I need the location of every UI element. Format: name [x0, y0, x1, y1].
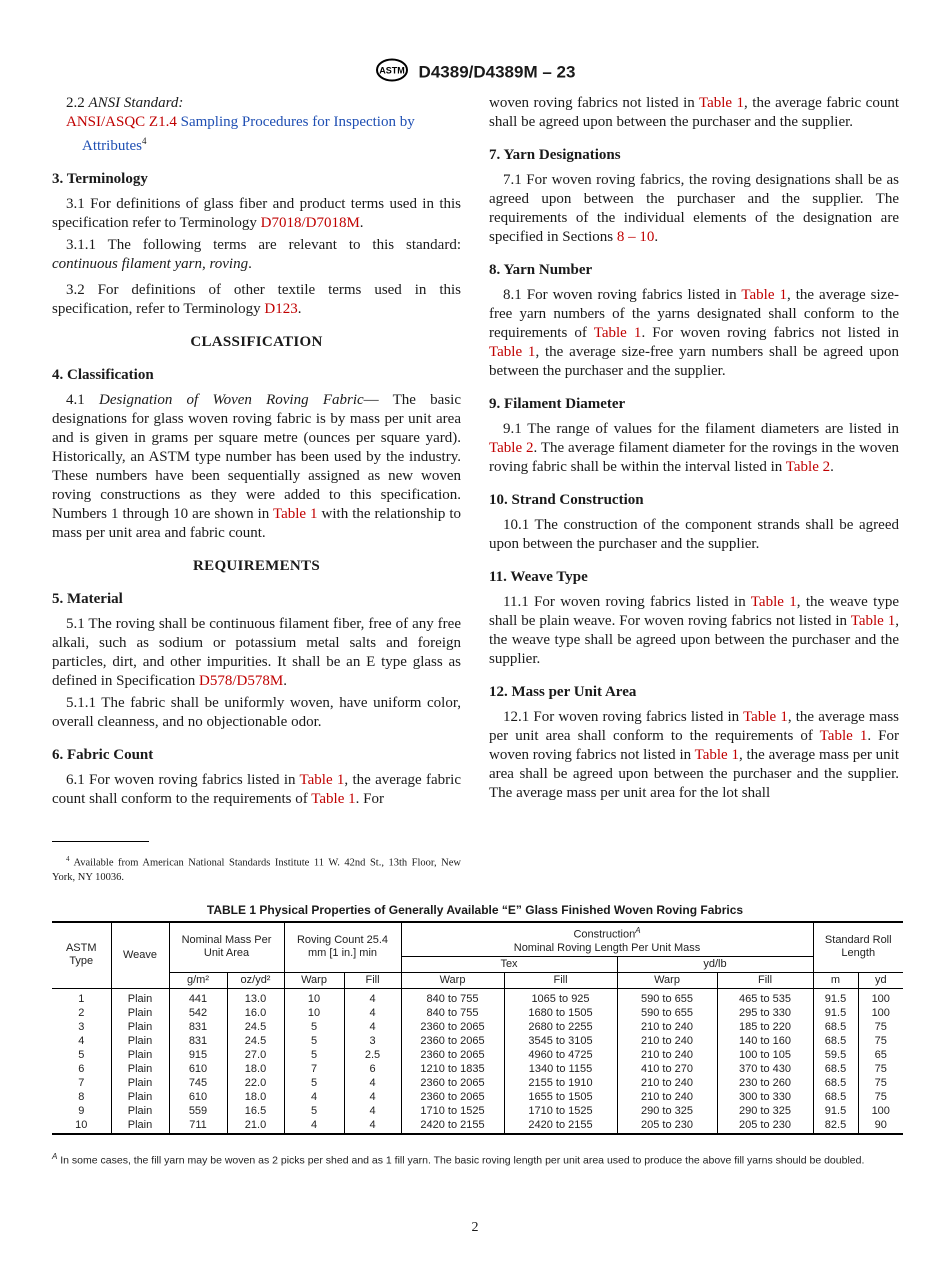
table-cell: 610: [169, 1062, 227, 1076]
table-cell: 5: [284, 1076, 344, 1090]
table-cell: 210 to 240: [617, 1090, 717, 1104]
table-cell: 68.5: [813, 1062, 858, 1076]
th-gm2: g/m²: [169, 972, 227, 988]
table-row: [52, 1104, 903, 1118]
table-cell: Plain: [111, 1006, 169, 1020]
table-cell: 2155 to 1910: [504, 1076, 617, 1090]
table-cell: 210 to 240: [617, 1034, 717, 1048]
table-cell: 140 to 160: [717, 1034, 813, 1048]
page-header: [0, 58, 950, 87]
table-row: [52, 1118, 903, 1134]
link-table-1[interactable]: Table 1: [489, 344, 536, 360]
classification-heading: CLASSIFICATION: [190, 334, 323, 350]
table-cell: 2360 to 2065: [401, 1076, 504, 1090]
table-cell: 300 to 330: [717, 1090, 813, 1104]
table-cell: 2: [52, 1006, 111, 1020]
table-cell: 22.0: [227, 1076, 284, 1090]
footnote-ref-4: 4: [142, 136, 147, 146]
table-cell: 290 to 325: [717, 1104, 813, 1118]
table-cell: 1655 to 1505: [504, 1090, 617, 1104]
table-cell: 10: [284, 1006, 344, 1020]
table-cell: 16.5: [227, 1104, 284, 1118]
link-d7018[interactable]: D7018/D7018M: [260, 215, 360, 231]
table-cell: 1210 to 1835: [401, 1062, 504, 1076]
table-cell: 10: [284, 988, 344, 1006]
para-3-2: 3.2 For definitions of other textile terms used in this specification, refer to Terminology D123.: [52, 282, 461, 317]
table-1-title: TABLE 1 Physical Properties of Generally Available “E” Glass Finished Woven Roving Fabrics: [206, 903, 744, 917]
link-table-1[interactable]: Table 1: [750, 594, 797, 610]
page-number: 2: [471, 1220, 479, 1235]
section-11-heading: 11. Weave Type: [489, 569, 588, 585]
link-table-1[interactable]: Table 1: [698, 95, 745, 111]
table-cell: 100 to 105: [717, 1048, 813, 1062]
table-cell: 91.5: [813, 1006, 858, 1020]
table-cell: 5: [284, 1034, 344, 1048]
para-5-1: 5.1 The roving shall be continuous filament fiber, free of any free alkali, such as sodium or potassium metal salts and foreign particles, dirt, and other impurities. It shall be an E type glass as defined in Specification D578/D578M.: [52, 616, 461, 689]
th-tex-fill: Fill: [504, 972, 617, 988]
table-cell: 2680 to 2255: [504, 1020, 617, 1034]
th-construction: Construction$^A$ Nominal Roving Length Per Unit Mass: [401, 922, 813, 956]
table-cell: 2360 to 2065: [401, 1034, 504, 1048]
table-1: [52, 921, 903, 1135]
requirements-heading: REQUIREMENTS: [193, 558, 320, 574]
table-cell: 7: [52, 1076, 111, 1090]
section-7-heading: 7. Yarn Designations: [489, 147, 621, 163]
table-cell: 4: [344, 1006, 401, 1020]
table-cell: 4: [52, 1034, 111, 1048]
table-cell: 100: [858, 1104, 903, 1118]
table-cell: 5: [284, 1048, 344, 1062]
left-column: [52, 94, 461, 809]
table-cell: 68.5: [813, 1076, 858, 1090]
table-cell: 210 to 240: [617, 1076, 717, 1090]
table-cell: 75: [858, 1062, 903, 1076]
para-9-1: 9.1 The range of values for the filament diameters are listed in Table 2. The average filament diameter for the rovings in the woven roving fabric shall be within the interval listed in Table 2.: [489, 421, 899, 475]
table-cell: 65: [858, 1048, 903, 1062]
th-tex-warp: Warp: [401, 972, 504, 988]
table-cell: 9: [52, 1104, 111, 1118]
section-4-heading: 4. Classification: [52, 367, 154, 383]
th-roving-count: Roving Count 25.4 mm [1 in.] min: [284, 922, 401, 972]
table-cell: 230 to 260: [717, 1076, 813, 1090]
table-cell: 1710 to 1525: [401, 1104, 504, 1118]
table-cell: 1065 to 925: [504, 988, 617, 1006]
table-cell: 5: [284, 1020, 344, 1034]
table-cell: 185 to 220: [717, 1020, 813, 1034]
table-cell: 5: [284, 1104, 344, 1118]
table-cell: 205 to 230: [617, 1118, 717, 1134]
table-cell: 1: [52, 988, 111, 1006]
table-cell: 1710 to 1525: [504, 1104, 617, 1118]
table-cell: 4: [284, 1118, 344, 1134]
table-cell: 465 to 535: [717, 988, 813, 1006]
link-table-1[interactable]: Table 1: [299, 772, 345, 788]
table-cell: 8: [52, 1090, 111, 1104]
table-cell: 16.0: [227, 1006, 284, 1020]
table-cell: 831: [169, 1034, 227, 1048]
table-cell: Plain: [111, 1104, 169, 1118]
table-cell: 21.0: [227, 1118, 284, 1134]
link-table-1[interactable]: Table 1: [593, 325, 642, 341]
section-12-heading: 12. Mass per Unit Area: [489, 684, 637, 700]
table-row: [52, 1076, 903, 1090]
section-2-2-title: 2.2 ANSI Standard:: [66, 95, 184, 111]
th-ozyd2: oz/yd²: [227, 972, 284, 988]
link-table-1[interactable]: Table 1: [850, 613, 896, 629]
table-1-footnote: $^A$ In some cases, the fill yarn may be woven as 2 picks per shed and as 1 fill yarn. The basic roving length per unit area used to produce the above fill yarns should be doubled.: [52, 1152, 865, 1167]
table-cell: 840 to 755: [401, 1006, 504, 1020]
table-cell: 4: [344, 1020, 401, 1034]
table-cell: 68.5: [813, 1034, 858, 1048]
table-cell: 2360 to 2065: [401, 1048, 504, 1062]
para-12-1: 12.1 For woven roving fabrics listed in Table 1, the average mass per unit area shall conform to the requirements of Table 1. For woven roving fabrics not listed in Table 1, the average mass per unit area shall be agreed upon between the purchaser and the supplier. The average mass per unit area for the lot shall: [489, 709, 900, 801]
table-cell: 91.5: [813, 988, 858, 1006]
table-cell: 100: [858, 1006, 903, 1020]
table-cell: 915: [169, 1048, 227, 1062]
table-row: [52, 1034, 903, 1048]
link-table-2[interactable]: Table 2: [489, 440, 534, 456]
th-m: m: [813, 972, 858, 988]
table-cell: 210 to 240: [617, 1048, 717, 1062]
table-cell: 295 to 330: [717, 1006, 813, 1020]
table-cell: 13.0: [227, 988, 284, 1006]
table-cell: 4: [344, 988, 401, 1006]
table-cell: 18.0: [227, 1090, 284, 1104]
ansi-reference[interactable]: [52, 113, 461, 156]
table-row: [52, 1090, 903, 1104]
para-8-1: 8.1 For woven roving fabrics listed in Table 1, the average size-free yarn numbers of the yarns designated shall conform to the requirements of Table 1. For woven roving fabrics not listed in Table 1, the average size-free yarn numbers shall be agreed upon between the purchaser and the supplier.: [489, 287, 899, 379]
table-cell: 410 to 270: [617, 1062, 717, 1076]
table-cell: 210 to 240: [617, 1020, 717, 1034]
table-cell: 590 to 655: [617, 1006, 717, 1020]
table-row: [52, 1062, 903, 1076]
link-table-1[interactable]: Table 1: [272, 506, 318, 522]
link-table-1[interactable]: Table 1: [743, 709, 788, 725]
table-cell: 68.5: [813, 1090, 858, 1104]
footnote-4: $^4$ Available from American National Standards Institute 11 W. 42nd St., 13th Floor, New York, NY 10036.: [52, 855, 461, 883]
link-d578[interactable]: D578/D578M: [199, 673, 284, 689]
link-d123[interactable]: D123: [264, 301, 298, 317]
para-5-1-1: 5.1.1 The fabric shall be uniformly woven, have uniform color, overall cleanness, and no objectionable odor.: [52, 695, 461, 730]
table-cell: 4960 to 4725: [504, 1048, 617, 1062]
table-cell: 3: [344, 1034, 401, 1048]
table-cell: 75: [858, 1076, 903, 1090]
table-cell: 24.5: [227, 1020, 284, 1034]
para-3-1-1: 3.1.1 The following terms are relevant to this standard: continuous filament yarn, roving.: [52, 237, 461, 272]
para-6-1-continued: woven roving fabrics not listed in Table 1, the average fabric count shall be agreed upon between the purchaser and the supplier.: [489, 95, 899, 130]
table-cell: Plain: [111, 1048, 169, 1062]
table-row: [52, 1006, 903, 1020]
footnote-divider: [52, 841, 149, 842]
table-cell: Plain: [111, 1034, 169, 1048]
table-cell: 6: [52, 1062, 111, 1076]
th-ydlb-fill: Fill: [717, 972, 813, 988]
document-designation: D4389/D4389M – 23: [418, 62, 576, 82]
ansi-code-link: ANSI/ASQC Z1.4: [66, 114, 177, 130]
table-cell: 542: [169, 1006, 227, 1020]
table-cell: Plain: [111, 1076, 169, 1090]
link-table-1[interactable]: Table 1: [694, 747, 739, 763]
table-cell: 1340 to 1155: [504, 1062, 617, 1076]
table-cell: 4: [284, 1090, 344, 1104]
table-cell: 4: [344, 1104, 401, 1118]
th-weave: Weave: [111, 922, 169, 988]
th-roll-length: Standard Roll Length: [813, 922, 903, 972]
astm-logo-icon: [375, 58, 409, 87]
table-cell: 831: [169, 1020, 227, 1034]
link-sections-8-10[interactable]: 8 – 10: [616, 229, 655, 245]
section-9-heading: 9. Filament Diameter: [489, 396, 626, 412]
table-cell: 91.5: [813, 1104, 858, 1118]
table-cell: 90: [858, 1118, 903, 1134]
th-count-warp: Warp: [284, 972, 344, 988]
table-cell: 4: [344, 1076, 401, 1090]
table-cell: 7: [284, 1062, 344, 1076]
th-yd-lb: yd/lb: [617, 956, 813, 972]
table-cell: 290 to 325: [617, 1104, 717, 1118]
link-table-1[interactable]: Table 1: [741, 287, 787, 303]
th-tex: Tex: [401, 956, 617, 972]
th-count-fill: Fill: [344, 972, 401, 988]
table-cell: Plain: [111, 1118, 169, 1134]
table-cell: 24.5: [227, 1034, 284, 1048]
link-table-2[interactable]: Table 2: [785, 459, 831, 475]
table-cell: 18.0: [227, 1062, 284, 1076]
th-ydlb-warp: Warp: [617, 972, 717, 988]
para-6-1: 6.1 For woven roving fabrics listed in Table 1, the average fabric count shall conform to the requirements of Table 1. For: [52, 772, 461, 807]
th-yd: yd: [858, 972, 903, 988]
th-astm-type: ASTM Type: [52, 922, 111, 988]
table-cell: 2420 to 2155: [504, 1118, 617, 1134]
table-cell: 10: [52, 1118, 111, 1134]
table-cell: 3: [52, 1020, 111, 1034]
table-cell: 68.5: [813, 1020, 858, 1034]
table-cell: 205 to 230: [717, 1118, 813, 1134]
section-10-heading: 10. Strand Construction: [489, 492, 644, 508]
table-cell: 5: [52, 1048, 111, 1062]
table-cell: 6: [344, 1062, 401, 1076]
table-cell: 4: [344, 1090, 401, 1104]
link-table-1[interactable]: Table 1: [311, 791, 356, 807]
table-cell: 610: [169, 1090, 227, 1104]
table-cell: 75: [858, 1090, 903, 1104]
table-cell: Plain: [111, 988, 169, 1006]
table-row: [52, 988, 903, 1006]
para-11-1: 11.1 For woven roving fabrics listed in Table 1, the weave type shall be plain weave. For woven roving fabrics not listed in Table 1, the weave type shall be agreed upon between the purchaser and the supplier.: [489, 594, 899, 667]
table-cell: 441: [169, 988, 227, 1006]
para-7-1: 7.1 For woven roving fabrics, the roving designations shall be as agreed upon between the purchaser and the supplier. The requirements of the individual elements of the designation are specified in Sections 8 – 10.: [489, 172, 899, 245]
para-4-1: 4.1 Designation of Woven Roving Fabric— The basic designations for glass woven roving fabric is by mass per unit area and is given in grams per square metre (ounces per square yard). Historically, an ASTM type number has been used by the industry. These numbers have been sequentially assigned as new woven roving constructions as they were added to this specification. Numbers 1 through 10 are shown in Table 1 with the relationship to mass per unit area and fabric count.: [52, 392, 462, 541]
table-cell: 2.5: [344, 1048, 401, 1062]
table-cell: 840 to 755: [401, 988, 504, 1006]
para-10-1: 10.1 The construction of the component strands shall be agreed upon between the purchaser and the supplier.: [489, 517, 899, 552]
table-cell: 4: [344, 1118, 401, 1134]
table-cell: 100: [858, 988, 903, 1006]
table-row: [52, 1048, 903, 1062]
table-cell: 1680 to 1505: [504, 1006, 617, 1020]
section-3-heading: 3. Terminology: [52, 171, 148, 187]
table-cell: 745: [169, 1076, 227, 1090]
para-3-1: 3.1 For definitions of glass fiber and product terms used in this specification refer to Terminology D7018/D7018M.: [52, 196, 461, 231]
section-8-heading: 8. Yarn Number: [489, 262, 593, 278]
table-cell: 27.0: [227, 1048, 284, 1062]
table-cell: 711: [169, 1118, 227, 1134]
astm-logo-text: ASTM: [378, 65, 405, 76]
table-cell: 75: [858, 1020, 903, 1034]
ansi-title-link: Sampling Procedures for Inspection by Attributes: [82, 114, 415, 154]
table-row: [52, 1020, 903, 1034]
table-cell: 559: [169, 1104, 227, 1118]
table-cell: Plain: [111, 1090, 169, 1104]
link-table-1[interactable]: Table 1: [819, 728, 868, 744]
section-5-heading: 5. Material: [52, 591, 123, 607]
table-cell: 370 to 430: [717, 1062, 813, 1076]
table-cell: 2420 to 2155: [401, 1118, 504, 1134]
table-cell: 75: [858, 1034, 903, 1048]
table-cell: 59.5: [813, 1048, 858, 1062]
th-nominal-mass: Nominal Mass Per Unit Area: [169, 922, 284, 972]
table-cell: Plain: [111, 1020, 169, 1034]
table-cell: 82.5: [813, 1118, 858, 1134]
table-cell: 2360 to 2065: [401, 1020, 504, 1034]
table-cell: 3545 to 3105: [504, 1034, 617, 1048]
table-cell: 590 to 655: [617, 988, 717, 1006]
table-cell: 2360 to 2065: [401, 1090, 504, 1104]
table-cell: Plain: [111, 1062, 169, 1076]
right-column: [489, 94, 899, 803]
section-6-heading: 6. Fabric Count: [52, 747, 154, 763]
